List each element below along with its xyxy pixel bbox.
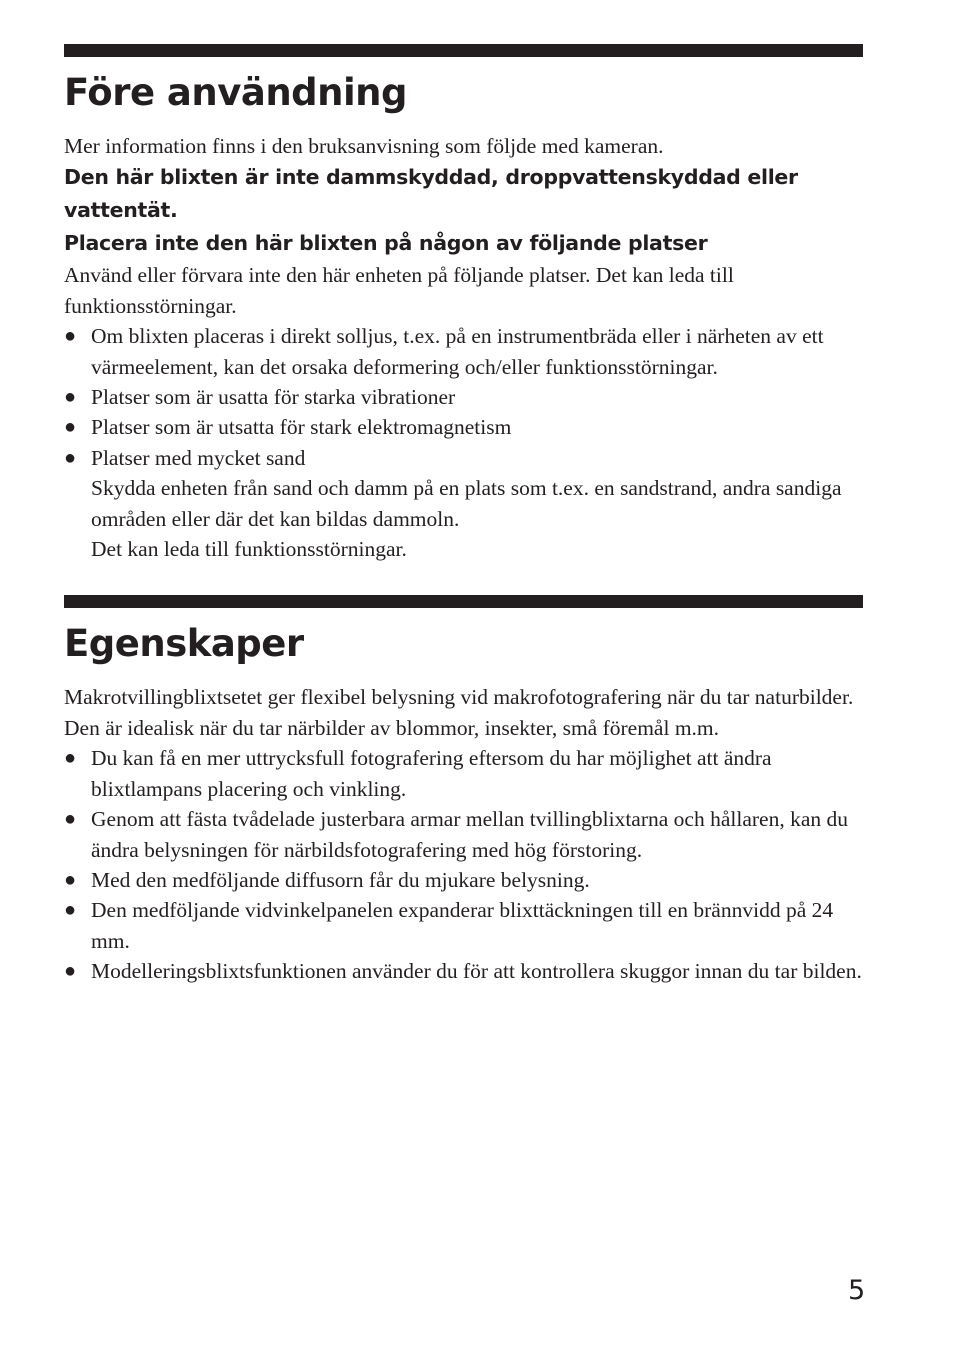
- bullet-icon: ●: [64, 899, 77, 922]
- placement-list: [64, 321, 863, 564]
- warning-heading: Den här blixten är inte dammskyddad, droppvattenskyddad eller vattentät.: [64, 165, 798, 223]
- list-item: [64, 412, 863, 442]
- list-item: [64, 382, 863, 412]
- list-item: [64, 956, 863, 986]
- page-content: [64, 44, 863, 987]
- sand-detail-note: Det kan leda till funktionsstörningar.: [91, 537, 407, 562]
- bullet-icon: ●: [64, 747, 77, 770]
- bullet-icon: ●: [64, 386, 77, 409]
- placement-text: Använd eller förvara inte den här enheten på följande platser. Det kan leda till funktionsstörningar.: [64, 263, 734, 318]
- section-title: Egenskaper: [64, 622, 304, 666]
- bullet-icon: ●: [64, 960, 77, 983]
- bullet-icon: ●: [64, 416, 77, 439]
- list-item-text: Du kan få en mer uttrycksfull fotografering eftersom du har möjlighet att ändra blixtlampans placering och vinkling.: [91, 746, 772, 801]
- section-rule: [64, 44, 863, 57]
- list-item: [64, 321, 863, 382]
- list-item: [64, 804, 863, 865]
- section-before-use: [64, 44, 863, 564]
- list-item: [64, 895, 863, 956]
- bullet-icon: ●: [64, 446, 77, 469]
- bullet-icon: ●: [64, 808, 77, 831]
- intro-text: Mer information finns i den bruksanvisning som följde med kameran.: [64, 134, 664, 158]
- list-item-text: Platser som är usatta för starka vibrationer: [91, 385, 456, 410]
- list-item: [64, 865, 863, 895]
- list-item-text: Den medföljande vidvinkelpanelen expanderar blixttäckningen till en brännvidd på 24 mm.: [91, 898, 834, 953]
- placement-heading: Placera inte den här blixten på någon av följande platser: [64, 231, 708, 256]
- list-item: [64, 743, 863, 804]
- bullet-icon: ●: [64, 325, 77, 348]
- list-item-text: Platser som är utsatta för stark elektromagnetism: [91, 415, 512, 440]
- sand-detail-text: Skydda enheten från sand och damm på en plats som t.ex. en sandstrand, andra sandiga områden eller där det kan bildas dammoln.: [91, 476, 842, 531]
- list-item-text: Modelleringsblixtsfunktionen använder du för att kontrollera skuggor innan du tar bilden.: [91, 959, 862, 984]
- list-item-text: Om blixten placeras i direkt solljus, t.ex. på en instrumentbräda eller i närheten av ett värmeelement, kan det orsaka deformering och/eller funktionsstörningar.: [91, 324, 824, 379]
- section-features: [64, 595, 863, 986]
- page-number: 5: [848, 1275, 866, 1306]
- section-title: Före användning: [64, 71, 407, 114]
- section-rule: [64, 595, 863, 608]
- list-item-text: Platser med mycket sand: [91, 445, 306, 470]
- bullet-icon: ●: [64, 868, 77, 891]
- list-item-text: Med den medföljande diffusorn får du mjukare belysning.: [91, 867, 590, 892]
- list-item-text: Genom att fästa tvådelade justerbara armar mellan tvillingblixtarna och hållaren, kan du ändra belysningen för närbildsfotografering med hög förstoring.: [91, 807, 848, 862]
- features-list: [64, 743, 863, 986]
- list-item: [64, 443, 863, 565]
- features-intro: Makrotvillingblixtsetet ger flexibel belysning vid makrofotografering när du tar naturbilder. Den är idealisk när du tar närbilder av blommor, insekter, små föremål m.m.: [64, 685, 854, 740]
